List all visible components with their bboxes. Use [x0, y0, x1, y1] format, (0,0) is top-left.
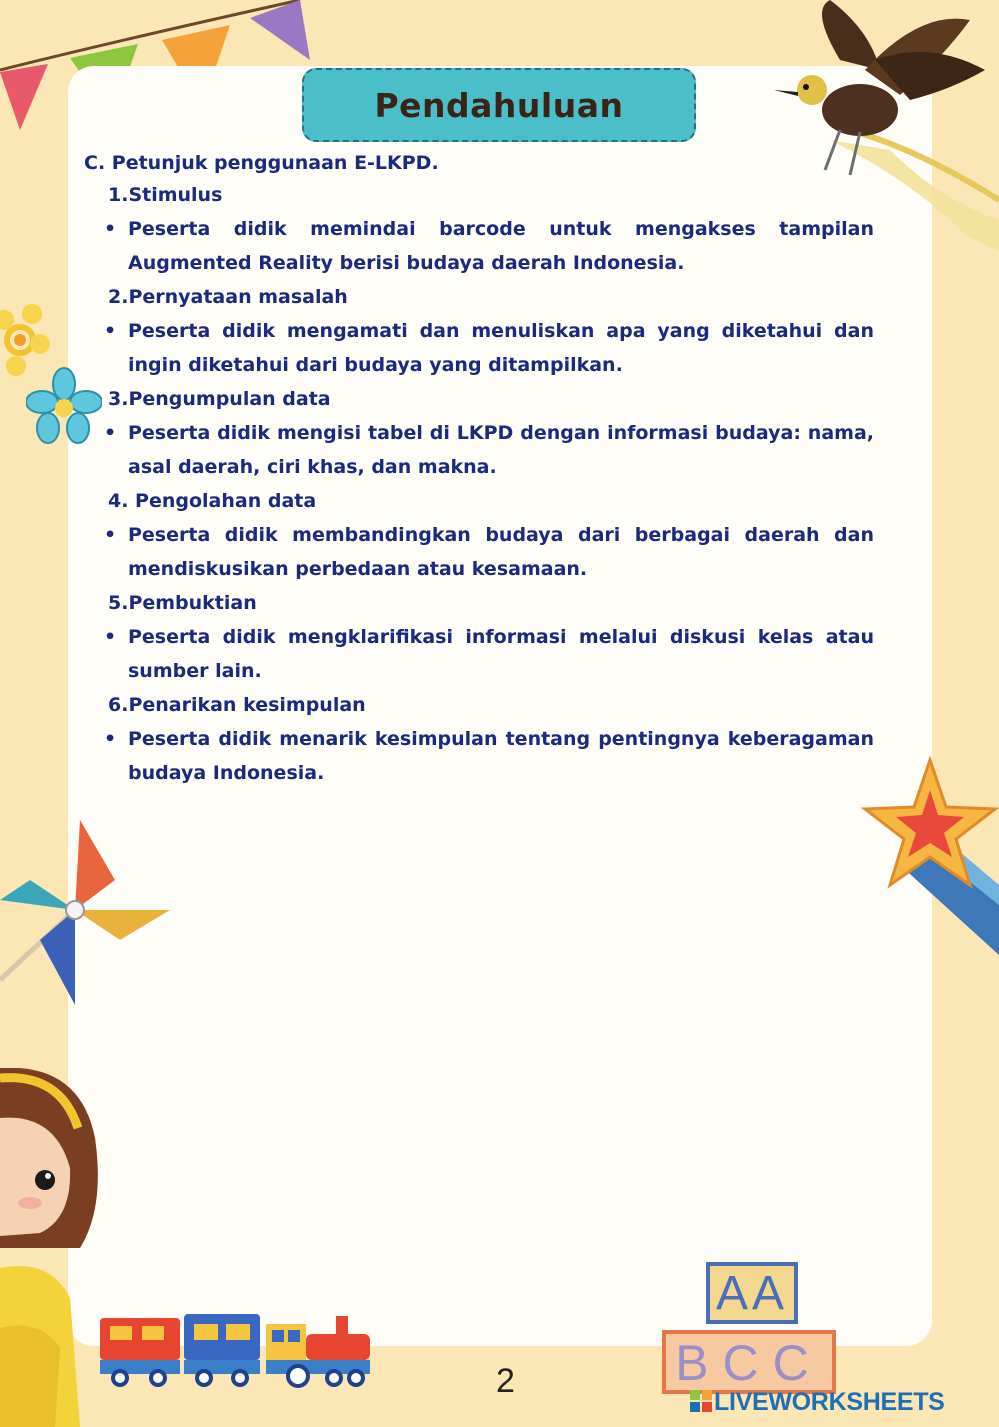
brand-name: LIVEWORKSHEETS: [714, 1388, 945, 1416]
step-label: 3.Pengumpulan data: [108, 388, 331, 410]
step-description: • Peserta didik memindai barcode untuk mengakses tampilan Augmented Reality berisi budaya daerah Indonesia.: [84, 212, 874, 280]
section-heading: C. Petunjuk penggunaan E-LKPD.: [84, 152, 439, 174]
page-title-box: [302, 68, 696, 142]
page-title: Pendahuluan: [374, 85, 624, 125]
instructions-section: [84, 148, 874, 790]
step-description: • Peserta didik mengamati dan menuliskan apa yang diketahui dan ingin diketahui dari budaya yang ditampilkan.: [84, 314, 874, 382]
step-description: • Peserta didik membandingkan budaya dari berbagai daerah dan mendiskusikan perbedaan atau kesamaan.: [84, 518, 874, 586]
step-label: 4. Pengolahan data: [108, 490, 317, 512]
block-bottom-row: BCC: [662, 1330, 836, 1394]
liveworksheets-icon: [690, 1390, 712, 1412]
block-top-row: AA: [706, 1262, 798, 1324]
step-label: 5.Pembuktian: [108, 592, 257, 614]
alphabet-blocks: [660, 1256, 840, 1396]
step-description: • Peserta didik menarik kesimpulan tentang pentingnya keberagaman budaya Indonesia.: [84, 722, 874, 790]
step-description: • Peserta didik mengklarifikasi informasi melalui diskusi kelas atau sumber lain.: [84, 620, 874, 688]
girl-illustration: [0, 1068, 110, 1427]
toy-train-illustration: [98, 1310, 378, 1390]
step-label: 2.Pernyataan masalah: [108, 286, 348, 308]
step-label: 6.Penarikan kesimpulan: [108, 694, 366, 716]
liveworksheets-logo: [690, 1388, 945, 1417]
page-number: 2: [496, 1362, 515, 1400]
step-description: • Peserta didik mengisi tabel di LKPD dengan informasi budaya: nama, asal daerah, ciri khas, dan makna.: [84, 416, 874, 484]
step-label: 1.Stimulus: [108, 184, 223, 206]
pinwheel-decoration: [0, 810, 180, 1010]
shooting-star-decoration: [860, 755, 999, 955]
